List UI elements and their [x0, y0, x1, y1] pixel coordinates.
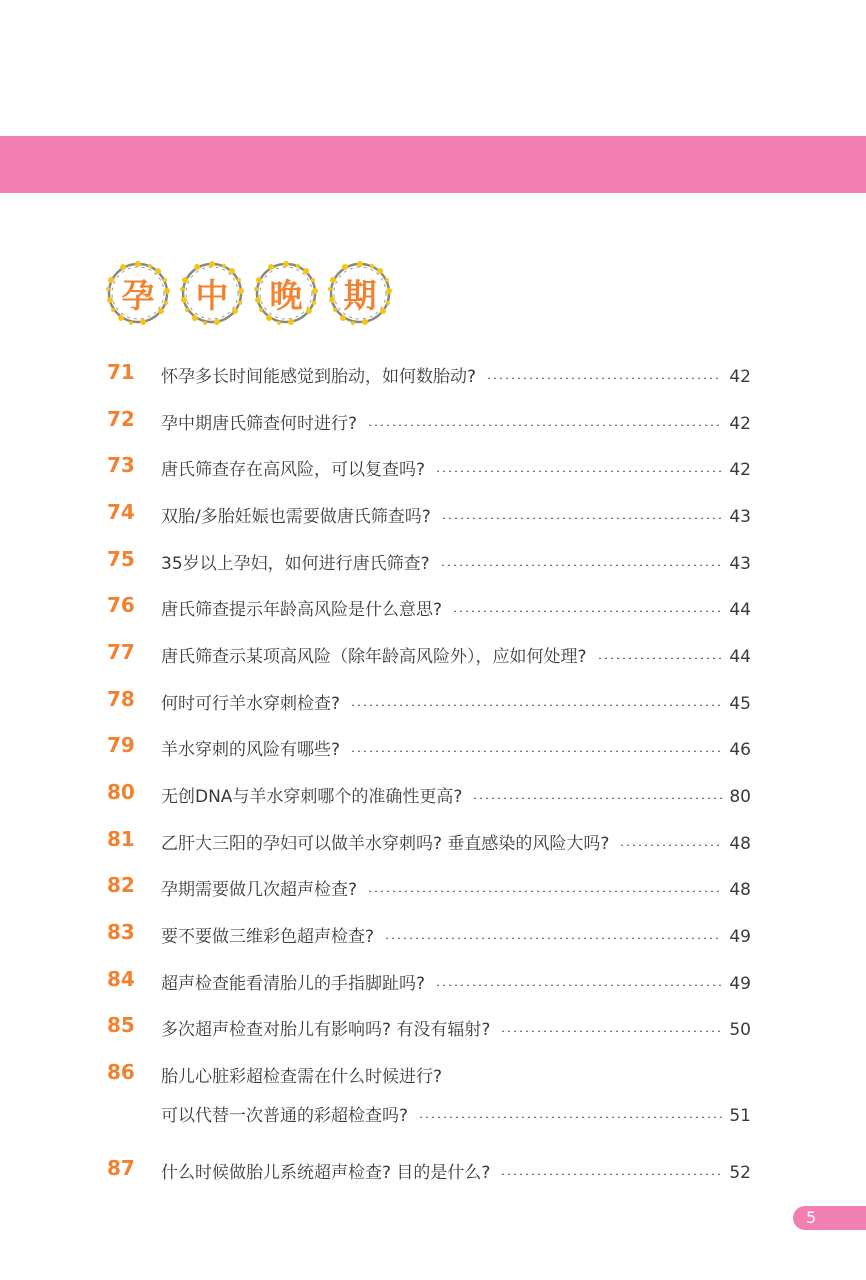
leader-dots: [350, 750, 722, 752]
toc-entry-number: 71: [107, 360, 135, 384]
leader-dots: [619, 844, 722, 846]
toc-entry-number: 86: [107, 1060, 135, 1084]
toc-entry-title: 怀孕多长时间能感觉到胎动，如何数胎动?: [161, 367, 477, 387]
leader-dots: [384, 937, 722, 939]
toc-entry[interactable]: [0, 399, 866, 445]
toc-entry-title: 何时可行羊水穿刺检查?: [161, 693, 341, 714]
toc-entry-title: 多次超声检查对胎儿有影响吗? 有没有辐射?: [161, 1020, 491, 1040]
toc-entry-title: 无创DNA与羊水穿刺哪个的准确性更高?: [161, 787, 463, 807]
toc-entry-number: 74: [107, 500, 135, 524]
toc-entry-title: 唐氏筛查示某项高风险（除年龄高风险外），应如何处理?: [161, 647, 587, 667]
section-title-char: 中: [195, 275, 229, 315]
toc-entry-title: 什么时候做胎儿系统超声检查? 目的是什么?: [161, 1163, 491, 1183]
toc-entry-page: 50: [729, 1020, 751, 1040]
leader-dots: [597, 657, 722, 659]
leader-dots: [418, 1116, 722, 1118]
page-number: 5: [806, 1208, 817, 1227]
toc-entry-number: 78: [107, 686, 135, 711]
leader-dots: [500, 1173, 722, 1175]
toc-entry-page: 46: [729, 740, 751, 760]
toc-entry-page: 49: [729, 927, 751, 947]
toc-entry[interactable]: [0, 772, 866, 818]
section-title-char: 期: [343, 275, 377, 315]
toc-entry-number: 77: [107, 640, 135, 664]
toc-entry-number: 84: [107, 966, 135, 991]
toc-entry-number: 72: [107, 406, 135, 431]
toc-entry-number: 75: [107, 546, 135, 571]
toc-entry-number: 82: [107, 873, 135, 897]
toc-entry[interactable]: [0, 819, 866, 865]
toc-entry-title: 唐氏筛查提示年龄高风险是什么意思?: [161, 600, 443, 620]
toc-entry-page: 42: [729, 413, 751, 434]
toc-entry-page: 51: [729, 1106, 751, 1126]
toc-entry-number: 73: [107, 453, 135, 477]
toc-entry-page: 52: [729, 1163, 751, 1183]
toc-entry-title: 双胎/多胎妊娠也需要做唐氏筛查吗?: [161, 507, 431, 527]
toc-entry[interactable]: [0, 679, 866, 725]
section-title-wreath: [103, 258, 173, 328]
leader-dots: [367, 424, 722, 426]
toc-entry-number: 80: [107, 780, 135, 804]
toc-entry-title: 乙肝大三阳的孕妇可以做羊水穿刺吗? 垂直感染的风险大吗?: [161, 833, 610, 854]
toc-entry-title: 35岁以上孕妇，如何进行唐氏筛查?: [161, 553, 430, 574]
toc-entry-title: 超声检查能看清胎儿的手指脚趾吗?: [161, 973, 426, 994]
toc-entry-number: 83: [107, 920, 135, 944]
leader-dots: [350, 704, 722, 706]
toc-entry-page: 43: [729, 553, 751, 574]
leader-dots: [435, 470, 722, 472]
toc-entry-number: 87: [107, 1156, 135, 1180]
toc-entry-title: 唐氏筛查存在高风险，可以复查吗?: [161, 460, 426, 480]
toc-entry-number: 81: [107, 826, 135, 851]
toc-entry[interactable]: [0, 1005, 866, 1051]
toc-entry-page: 49: [729, 973, 751, 994]
toc-entry[interactable]: [0, 959, 866, 1005]
leader-dots: [441, 517, 722, 519]
toc-entry-page: 48: [729, 880, 751, 900]
header-pink-band: [0, 136, 866, 193]
toc-entry[interactable]: [0, 725, 866, 771]
toc-entry-title: 胎儿心脏彩超检查需在什么时候进行?: [161, 1067, 443, 1087]
page-number-tab: [793, 1206, 866, 1230]
section-title-wreath: [325, 258, 395, 328]
toc-entry[interactable]: [0, 1148, 866, 1194]
toc-entry-title: 孕中期唐氏筛查何时进行?: [161, 413, 358, 434]
toc-entry-page: 45: [729, 693, 751, 714]
toc-entry-page: 48: [729, 833, 751, 854]
toc-entry-number: 79: [107, 733, 135, 757]
toc-entry[interactable]: [0, 585, 866, 631]
toc-entry[interactable]: [0, 865, 866, 911]
section-title-char: 晚: [269, 275, 303, 315]
toc-entry-page: 80: [729, 787, 751, 807]
leader-dots: [486, 377, 722, 379]
leader-dots: [440, 564, 722, 566]
section-title-wreath: [177, 258, 247, 328]
toc-entry-title-continued: 可以代替一次普通的彩超检查吗?: [161, 1106, 409, 1126]
toc-entry[interactable]: [0, 1052, 866, 1140]
toc-entry-page: 42: [729, 367, 751, 387]
section-title: [103, 258, 395, 334]
toc-entry[interactable]: [0, 912, 866, 958]
toc-entry-number: 85: [107, 1013, 135, 1037]
toc-entry[interactable]: [0, 539, 866, 585]
leader-dots: [452, 610, 722, 612]
toc-entry[interactable]: [0, 352, 866, 398]
toc-entry-title: 要不要做三维彩色超声检查?: [161, 927, 375, 947]
toc-entry-page: 43: [729, 507, 751, 527]
leader-dots: [367, 890, 722, 892]
toc-entry[interactable]: [0, 492, 866, 538]
toc-entry-page: 42: [729, 460, 751, 480]
section-title-wreath: [251, 258, 321, 328]
leader-dots: [472, 797, 722, 799]
toc-entry[interactable]: [0, 445, 866, 491]
toc-entry-title: 羊水穿刺的风险有哪些?: [161, 740, 341, 760]
toc-entry[interactable]: [0, 632, 866, 678]
leader-dots: [435, 984, 722, 986]
toc-entry-number: 76: [107, 593, 135, 617]
toc-entry-title: 孕期需要做几次超声检查?: [161, 880, 358, 900]
leader-dots: [500, 1030, 722, 1032]
toc-entry-page: 44: [729, 647, 751, 667]
toc-entry-page: 44: [729, 600, 751, 620]
section-title-char: 孕: [121, 275, 155, 315]
